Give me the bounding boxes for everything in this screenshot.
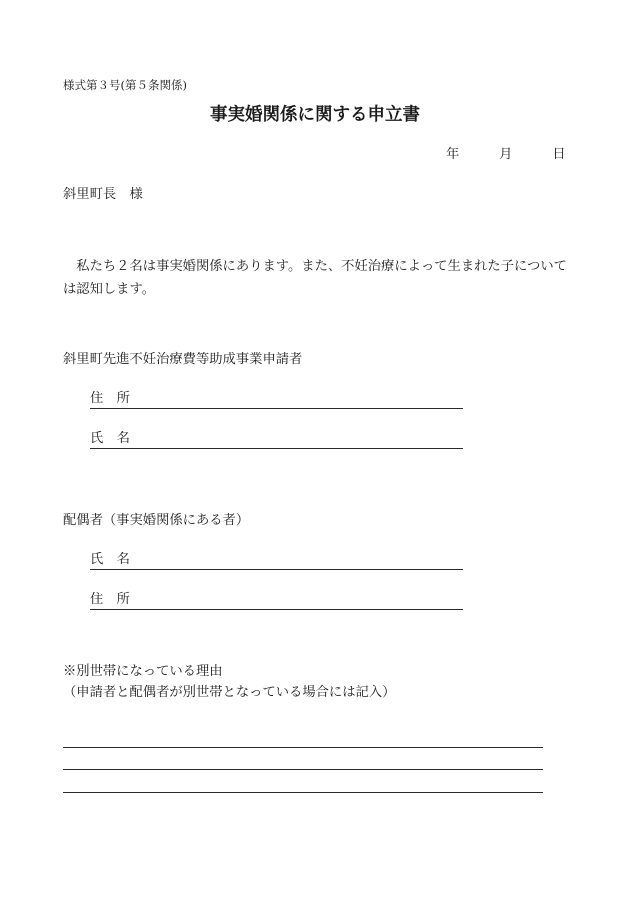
spouse-name-field (90, 551, 463, 570)
reason-heading: ※別世帯になっている理由 (63, 664, 223, 679)
statement-line: は認知します。 (63, 282, 156, 297)
field-label: 住 所 (90, 391, 130, 406)
spouse-heading: 配偶者（事実婚関係にある者） (63, 513, 250, 528)
field-label: 氏 名 (90, 552, 130, 567)
field-label: 住 所 (90, 592, 130, 607)
applicant-address-field (90, 390, 463, 409)
applicant-name-field (90, 430, 463, 449)
reason-blank-line (63, 769, 543, 770)
applicant-heading: 斜里町先進不妊治療費等助成事業申請者 (63, 352, 303, 367)
reason-blank-line (63, 747, 543, 748)
form-number: 様式第３号(第５条関係) (63, 78, 187, 92)
spouse-address-field (90, 591, 463, 610)
reason-blank-line (63, 792, 543, 793)
addressee: 斜里町長 様 (63, 187, 143, 202)
reason-note: （申請者と配偶者が別世帯となっている場合には記入） (63, 685, 396, 700)
date-line: 年 月 日 (446, 147, 566, 162)
statement-line: 私たち２名は事実婚関係にあります。また、不妊治療によって生まれた子について (63, 259, 567, 274)
field-label: 氏 名 (90, 431, 130, 446)
document-title: 事実婚関係に関する申立書 (210, 105, 420, 125)
